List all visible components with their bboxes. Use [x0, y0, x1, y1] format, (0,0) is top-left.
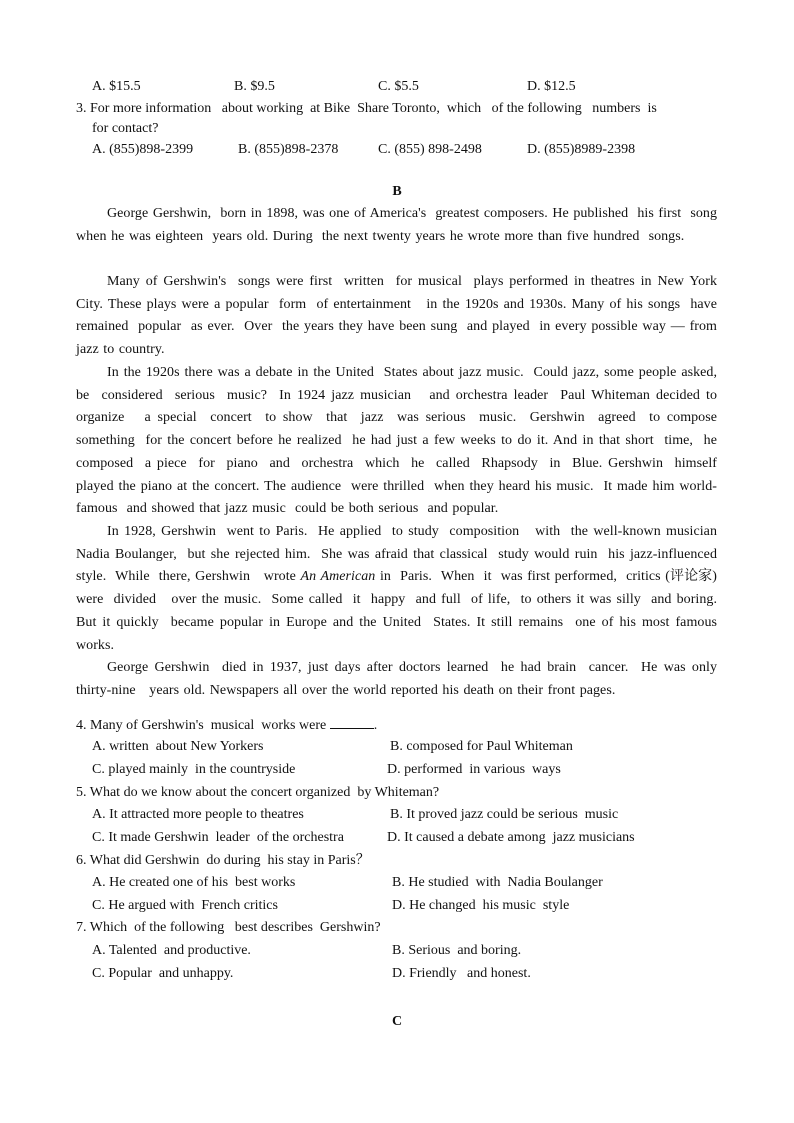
q6-stem: 6. What did Gershwin do during his stay in Paris？: [76, 853, 370, 868]
q7-option-c: C. Popular and unhappy.: [92, 966, 234, 981]
q7-option-a: A. Talented and productive.: [92, 943, 251, 958]
q4-stem: [76, 716, 377, 735]
q6-option-a: A. He created one of his best works: [92, 875, 296, 890]
answer-blank: [330, 716, 374, 729]
q4-option-a: A. written about New Yorkers: [92, 739, 264, 754]
passage-paragraph-1: George Gershwin, born in 1898, was one of America's greatest composers. He published his first song when he was eighteen years old. During the next twenty years he wrote more than five hundred songs.: [76, 206, 722, 244]
section-b-heading: B: [392, 184, 402, 199]
passage-paragraph-2: Many of Gershwin's songs were first written for musical plays performed in theatres in New York City. These plays were a popular form of entertainment in the 1920s and 1930s. Many of his songs have remained popular as ever. Over the years they have been sung and played in every possible way — from jazz to country.: [76, 274, 722, 358]
q2-option-a: A. $15.5: [92, 79, 141, 94]
q6-option-d: D. He changed his music style: [392, 898, 570, 913]
passage-paragraph-4-end: in Paris. When it was first performed, critics (评论家) were divided over the music. Some called it happy and full of life, to others it was silly and boring. But it quickly became popular in Europe and the United States. It still remains one of his most famous works.: [76, 569, 727, 653]
q5-option-b: B. It proved jazz could be serious music: [390, 807, 619, 822]
q7-option-b: B. Serious and boring.: [392, 943, 522, 958]
q3-option-c: C. (855) 898-2498: [378, 142, 482, 157]
q5-option-d: D. It caused a debate among jazz musicians: [387, 830, 635, 845]
passage-paragraph-4-start: In 1928, Gershwin went to Paris. He applied to study composition with the well-known musician Nadia Boulanger, but she rejected him. She was afraid that classical study would ruin his jazz-influenced style. While there, Gershwin wrote: [76, 524, 736, 585]
q2-option-c: C. $5.5: [378, 79, 419, 94]
q5-stem: 5. What do we know about the concert organized by Whiteman?: [76, 785, 440, 800]
q4-stem-text: 4. Many of Gershwin's musical works were: [76, 718, 327, 733]
q7-stem: 7. Which of the following best describes Gershwin?: [76, 920, 381, 935]
passage-paragraph-4: [76, 521, 736, 657]
q6-option-b: B. He studied with Nadia Boulanger: [392, 875, 603, 890]
q4-stem-end: .: [373, 718, 378, 733]
q7-option-d: D. Friendly and honest.: [392, 966, 531, 981]
q3-option-a: A. (855)898-2399: [92, 142, 194, 157]
passage-paragraph-3: In the 1920s there was a debate in the United States about jazz music. Could jazz, some people asked, be considered serious music? In 1924 jazz musician and orchestra leader Paul Whiteman decided to organize a special concert to show that jazz was serious music. Gershwin agreed to compose something for the concert before he realized he had just a few weeks to do it. And in that short time, he composed a piece for piano and orchestra which he called Rhapsody in Blue. Gershwin himself played the piano at the concert. The audience were thrilled when they heard his music. It made him world-famous and showed that jazz music could be both serious and popular.: [76, 365, 727, 517]
q2-option-b: B. $9.5: [234, 79, 275, 94]
q4-option-d: D. performed in various ways: [387, 762, 561, 777]
passage-paragraph-5: George Gershwin died in 1937, just days after doctors learned he had brain cancer. He was only thirty-nine years old. Newspapers all over the world reported his death on their front pages.: [76, 660, 722, 698]
q2-option-d: D. $12.5: [527, 79, 576, 94]
q4-option-c: C. played mainly in the countryside: [92, 762, 296, 777]
q3-stem-line2: for contact?: [92, 121, 159, 136]
q3-stem-line1: 3. For more information about working at Bike Share Toronto, which of the following numbers is: [76, 101, 657, 116]
q5-option-a: A. It attracted more people to theatres: [92, 807, 304, 822]
q3-option-d: D. (855)8989-2398: [527, 142, 636, 157]
q4-option-b: B. composed for Paul Whiteman: [390, 739, 573, 754]
work-title: An American: [300, 569, 376, 585]
section-c-heading: C: [391, 1014, 403, 1029]
q3-option-b: B. (855)898-2378: [238, 142, 339, 157]
q5-option-c: C. It made Gershwin leader of the orchestra: [92, 830, 344, 845]
q6-option-c: C. He argued with French critics: [92, 898, 278, 913]
